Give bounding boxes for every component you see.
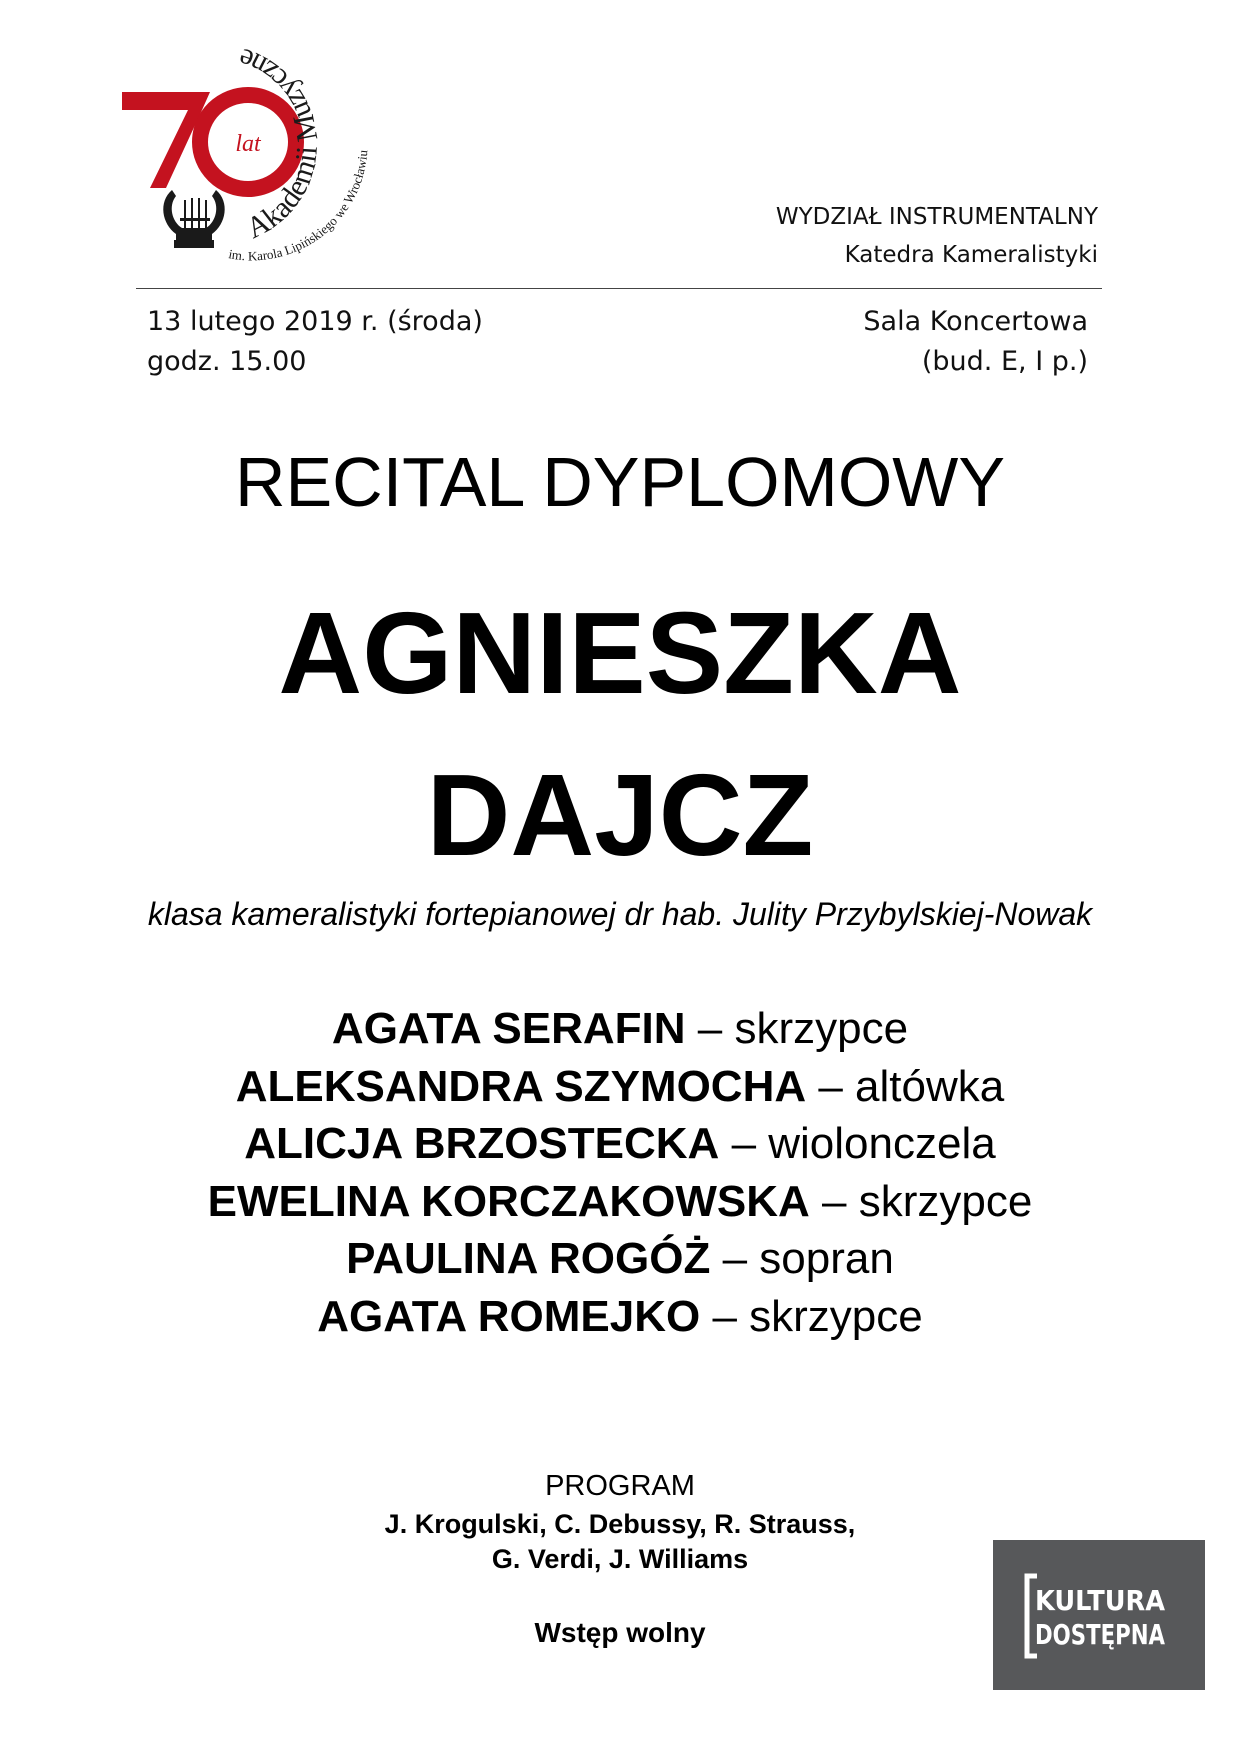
program-label: PROGRAM bbox=[545, 1470, 695, 1502]
performer-row bbox=[0, 1288, 1240, 1346]
logo-arc-text: Akademii Muzyczne bbox=[234, 41, 325, 246]
lyre-icon bbox=[163, 190, 224, 248]
department-name: Katedra Kameralistyki bbox=[844, 242, 1098, 268]
event-title: RECITAL DYPLOMOWY bbox=[234, 443, 1006, 521]
performer-name: AGATA SERAFIN bbox=[331, 1004, 686, 1053]
event-venue bbox=[863, 302, 1088, 382]
performer-instrument: – skrzypce bbox=[697, 1004, 909, 1053]
performer-row bbox=[0, 1230, 1240, 1288]
performer-instrument: – skrzypce bbox=[712, 1291, 923, 1341]
venue-detail: (bud. E, I p.) bbox=[921, 346, 1088, 377]
performer-name: EWELINA KORCZAKOWSKA bbox=[207, 1176, 810, 1226]
performer-name: AGATA ROMEJKO bbox=[317, 1291, 701, 1341]
performer-row bbox=[0, 1115, 1240, 1173]
performer-row bbox=[0, 1173, 1240, 1231]
performer-instrument: – altówka bbox=[818, 1061, 1005, 1111]
header-divider bbox=[136, 288, 1102, 289]
department-header bbox=[776, 198, 1098, 274]
kultura-dostepna-badge bbox=[993, 1540, 1205, 1690]
performers-list bbox=[0, 1000, 1240, 1346]
academy-logo bbox=[120, 30, 390, 280]
event-date: 13 lutego 2019 r. (środa) bbox=[147, 306, 483, 337]
logo-sub-text: im. Karola Lipińskiego we Wrocławiu bbox=[227, 149, 371, 264]
performer-instrument: – sopran bbox=[722, 1234, 894, 1284]
performer-row bbox=[0, 1058, 1240, 1116]
composers-line-2: G. Verdi, J. Williams bbox=[491, 1544, 749, 1574]
venue-name: Sala Koncertowa bbox=[863, 306, 1088, 337]
performer-name: ALEKSANDRA SZYMOCHA bbox=[235, 1061, 807, 1111]
event-datetime bbox=[147, 302, 483, 382]
class-info: klasa kameralistyki fortepianowej dr hab. Julity Przybylskiej-Nowak bbox=[147, 896, 1093, 932]
entry-info: Wstęp wolny bbox=[534, 1617, 706, 1648]
performer-first-name: AGNIESZKA bbox=[278, 588, 962, 718]
performer-row bbox=[0, 1000, 1240, 1058]
performer-instrument: – skrzypce bbox=[822, 1176, 1033, 1226]
composers-line-1: J. Krogulski, C. Debussy, R. Strauss, bbox=[384, 1509, 856, 1539]
event-time: godz. 15.00 bbox=[147, 346, 307, 377]
performer-instrument: – wiolonczela bbox=[731, 1119, 996, 1169]
faculty-name: WYDZIAŁ INSTRUMENTALNY bbox=[775, 204, 1098, 230]
logo-lat: lat bbox=[235, 131, 261, 157]
performer-name: PAULINA ROGÓŻ bbox=[346, 1234, 711, 1284]
performer-last-name: DAJCZ bbox=[426, 750, 814, 880]
performer-name: ALICJA BRZOSTECKA bbox=[244, 1119, 720, 1169]
badge-line-2: DOSTĘPNA bbox=[1035, 1618, 1166, 1651]
badge-line-1: KULTURA bbox=[1035, 1584, 1166, 1617]
